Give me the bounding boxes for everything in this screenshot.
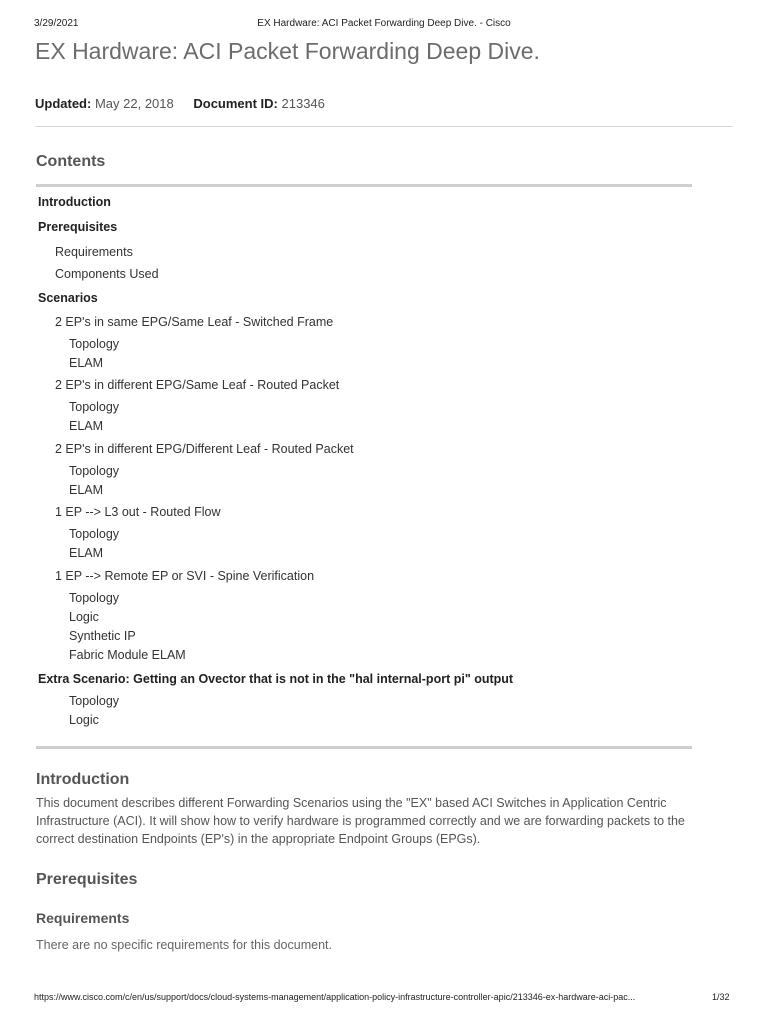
document-id-value: 213346 (281, 96, 325, 111)
page-number: 1/32 (712, 992, 730, 1002)
introduction-text: This document describes different Forwarding Scenarios using the "EX" based ACI Switches in Application Centric Infrastructure (ACI). It will show how to verify hardware is programmed correctly and we are forwarding packets to the correct destination Endpoints (EP's) in the appropriate Endpoint Groups (EPGs). (36, 796, 685, 846)
requirements-heading: Requirements (36, 910, 130, 926)
toc-link-scenario-1[interactable]: 2 EP's in same EPG/Same Leaf - Switched Frame (55, 315, 334, 329)
toc-link-scenarios[interactable]: Scenarios (38, 291, 98, 305)
contents-bottom-rule (36, 746, 692, 749)
introduction-heading: Introduction (36, 771, 130, 788)
toc-link-synthetic-ip[interactable]: Synthetic IP (69, 629, 136, 643)
toc-link-elam[interactable]: ELAM (69, 356, 104, 370)
toc-link-scenario-4[interactable]: 1 EP --> L3 out - Routed Flow (55, 505, 221, 519)
footer-url: https://www.cisco.com/c/en/us/support/docs/cloud-systems-management/application-policy-infrastructure-controller-apic/213346-ex-hardware-aci-pac... (34, 992, 636, 1002)
toc-link-logic[interactable]: Logic (69, 713, 99, 727)
toc-link-fabric-module-elam[interactable]: Fabric Module ELAM (69, 648, 186, 662)
document-id-label: Document ID: (193, 96, 278, 111)
prerequisites-heading: Prerequisites (36, 871, 138, 888)
updated-date: May 22, 2018 (94, 96, 174, 111)
page-title: EX Hardware: ACI Packet Forwarding Deep Dive. (35, 38, 540, 64)
toc-link-topology[interactable]: Topology (69, 337, 120, 351)
print-header-title: EX Hardware: ACI Packet Forwarding Deep Dive. - Cisco (257, 18, 511, 29)
toc-link-scenario-5[interactable]: 1 EP --> Remote EP or SVI - Spine Verification (55, 569, 315, 583)
contents-top-rule (36, 184, 692, 187)
contents-heading: Contents (36, 153, 106, 170)
toc-link-scenario-2[interactable]: 2 EP's in different EPG/Same Leaf - Routed Packet (55, 378, 340, 392)
toc-link-prerequisites[interactable]: Prerequisites (38, 220, 118, 234)
toc-link-components-used[interactable]: Components Used (55, 267, 159, 281)
toc-link-topology[interactable]: Topology (69, 464, 120, 478)
toc-link-elam[interactable]: ELAM (69, 419, 104, 433)
header-divider (35, 126, 733, 127)
requirements-text: There are no specific requirements for this document. (36, 938, 332, 952)
updated-label: Updated: (35, 96, 92, 111)
toc-link-scenario-3[interactable]: 2 EP's in different EPG/Different Leaf - Routed Packet (55, 442, 354, 456)
toc-link-topology[interactable]: Topology (69, 527, 120, 541)
toc-link-requirements[interactable]: Requirements (55, 245, 133, 259)
document-meta (35, 96, 325, 111)
toc-link-topology[interactable]: Topology (69, 591, 120, 605)
toc-link-topology[interactable]: Topology (69, 694, 120, 708)
toc-link-elam[interactable]: ELAM (69, 483, 104, 497)
toc-link-topology[interactable]: Topology (69, 400, 120, 414)
toc-link-extra-scenario[interactable]: Extra Scenario: Getting an Ovector that is not in the "hal internal-port pi" output (38, 672, 514, 686)
toc-link-elam[interactable]: ELAM (69, 546, 104, 560)
print-date: 3/29/2021 (34, 18, 79, 29)
toc-link-logic[interactable]: Logic (69, 610, 99, 624)
toc-link-introduction[interactable]: Introduction (38, 195, 111, 209)
